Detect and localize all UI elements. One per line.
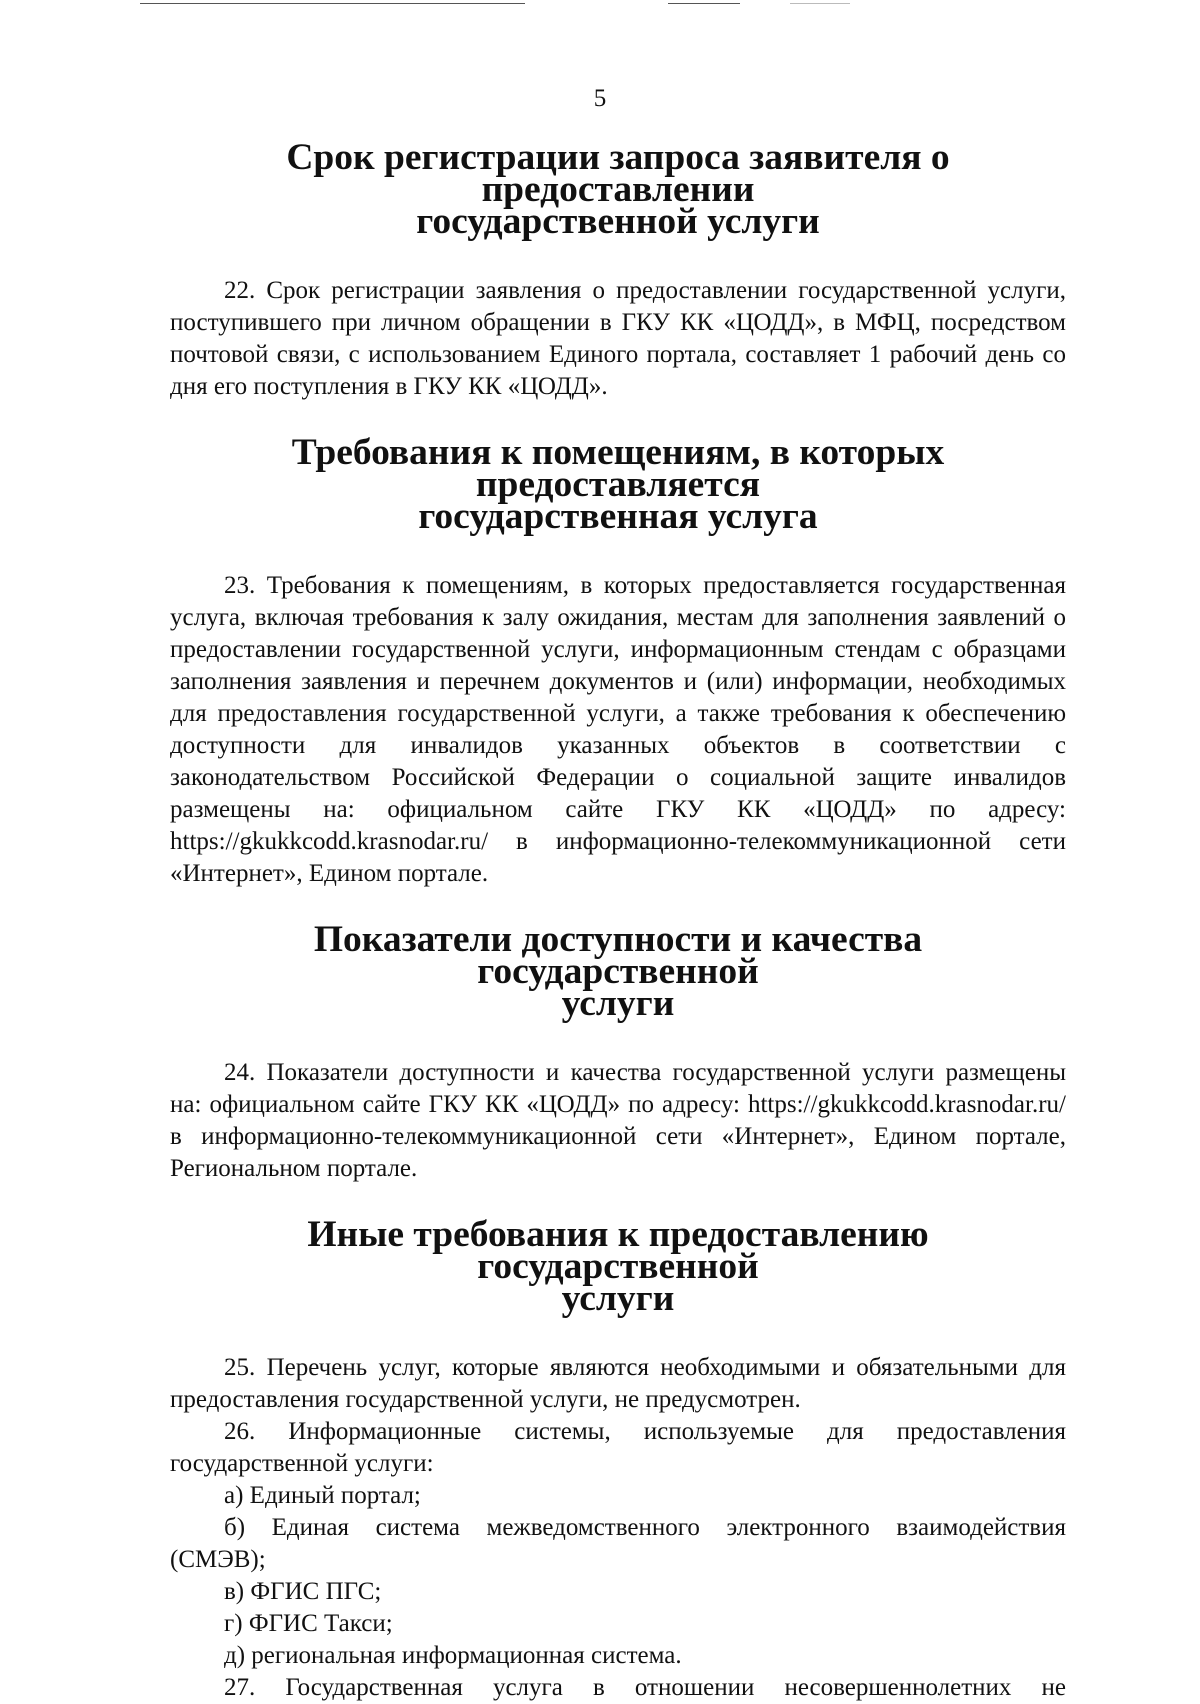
list-item: г) ФГИС Такси;: [224, 1610, 393, 1637]
section-heading-premises: Требования к помещениям, в которых предоставляется государственная услуга: [291, 432, 945, 537]
list-item: в) ФГИС ПГС;: [224, 1578, 382, 1605]
paragraph-22: 22. Срок регистрации заявления о предоставлении государственной услуги, поступившего при личном обращении в ГКУ КК «ЦОДД», в МФЦ, посредством почтовой связи, с использованием Единого портала, составляет 1 рабочий день со дня его поступления в ГКУ КК «ЦОДД».: [170, 277, 1066, 400]
section-heading-registration-term: Срок регистрации запроса заявителя о предоставлении государственной услуги: [286, 137, 950, 242]
list-item: д) региональная информационная система.: [224, 1642, 682, 1669]
paragraph-23: 23. Требования к помещениям, в которых предоставляется государственная услуга, включая требования к залу ожидания, местам для заполнения заявлений о предоставлении государственной услуги, информационным стендам с образцами заполнения заявления и перечнем документов и (или) информации, необходимых для предоставления государственной услуги, а также требования к обеспечению доступности для инвалидов указанных объектов в соответствии с законодательством Российской Федерации о социальной защите инвалидов размещены на: официальном сайте ГКУ КК «ЦОДД» по адресу: https://gkukkcodd.krasnodar.ru/ в информационно-телекоммуникационной сети «Интернет», Едином портале.: [170, 572, 1066, 887]
page-number: 5: [593, 85, 607, 112]
list-item: б) Единая система межведомственного электронного взаимодействия (СМЭВ);: [170, 1514, 1066, 1573]
paragraph-25: 25. Перечень услуг, которые являются необходимыми и обязательными для предоставления государственной услуги, не предусмотрен.: [170, 1354, 1066, 1413]
list-item: а) Единый портал;: [224, 1482, 421, 1509]
paragraph-26: 26. Информационные системы, используемые для предоставления государственной услуги:: [170, 1418, 1066, 1477]
paragraph-27: 27. Государственная услуга в отношении несовершеннолетних не: [224, 1674, 1066, 1701]
paragraph-24: 24. Показатели доступности и качества государственной услуги размещены на: официальном сайте ГКУ КК «ЦОДД» по адресу: https://gkukkcodd.krasnodar.ru/ в информационно-телекоммуникационной сети «Интернет», Едином портале, Региональном портале.: [170, 1059, 1066, 1182]
document-body: [170, 137, 1066, 1704]
scan-artifact-lines: [0, 0, 1200, 10]
section-heading-other-requirements: Иные требования к предоставлению государственной услуги: [307, 1214, 929, 1319]
section-heading-quality-indicators: Показатели доступности и качества государственной услуги: [313, 919, 923, 1024]
